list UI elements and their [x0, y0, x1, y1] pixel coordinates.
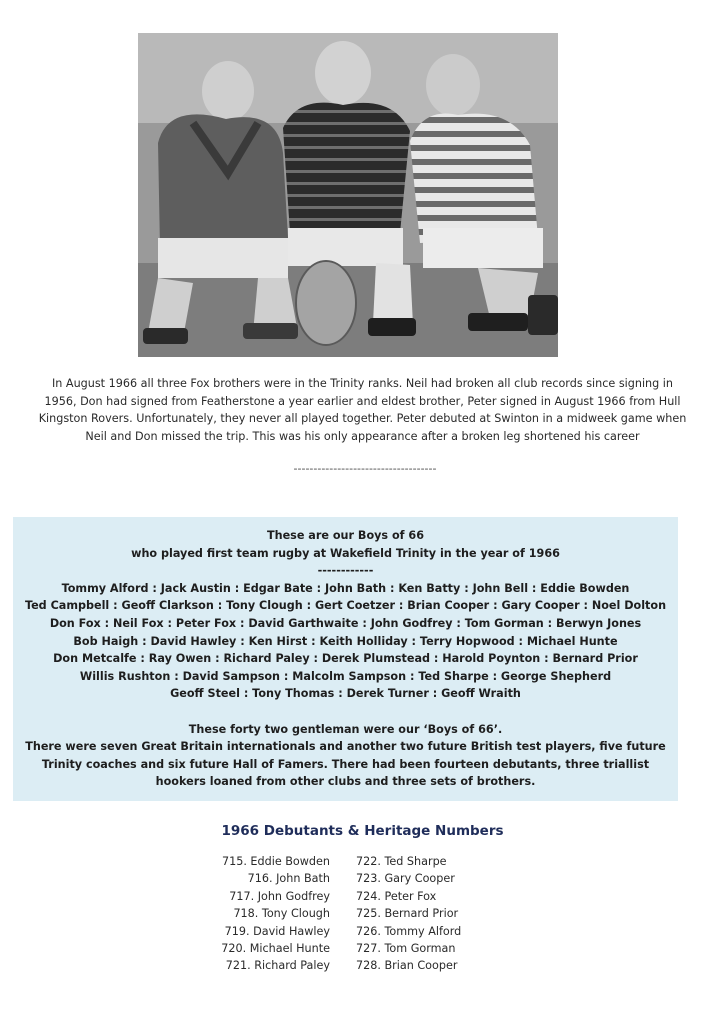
heritage-entry: 725. Bernard Prior	[356, 907, 459, 921]
player-names-line: Ted Campbell : Geoff Clarkson : Tony Clough : Gert Coetzer : Brian Cooper : Gary Cooper : Noel Dolton	[24, 599, 667, 613]
summary-line: hookers loaned from other clubs and three sets of brothers.	[155, 775, 536, 789]
heritage-title: 1966 Debutants & Heritage Numbers	[221, 823, 504, 839]
boys-intro-line: who played first team rugby at Wakefield Trinity in the year of 1966	[131, 546, 560, 560]
summary-line: Trinity coaches and six future Hall of Famers. There had been fourteen debutants, three triallist	[41, 757, 650, 771]
heritage-entry: 716. John Bath	[247, 872, 330, 886]
heritage-list-right	[356, 853, 516, 975]
boys-divider: ------------	[317, 564, 374, 578]
player-names-line: Tommy Alford : Jack Austin : Edgar Bate : John Bath : Ken Batty : John Bell : Eddie Bowden	[61, 581, 630, 595]
heritage-entry: 727. Tom Gorman	[356, 942, 456, 956]
summary-line: These forty two gentleman were our ‘Boys of 66’.	[188, 722, 503, 736]
player-names-line: Don Fox : Neil Fox : Peter Fox : David Garthwaite : John Godfrey : Tom Gorman : Berwyn Jones	[49, 616, 642, 630]
caption-line: 1956, Don had signed from Featherstone a year earlier and eldest brother, Peter signed in August 1966 from Hull	[44, 394, 681, 408]
summary-line: There were seven Great Britain internationals and another two future British test players, five future	[25, 740, 666, 754]
boys-intro-line: These are our Boys of 66	[266, 529, 424, 542]
photo-three-players-with-rugby-ball-icon	[138, 33, 558, 357]
spacer	[13, 703, 678, 721]
caption-line: In August 1966 all three Fox brothers were in the Trinity ranks. Neil had broken all club records since signing in	[51, 377, 674, 390]
heritage-list-left	[170, 853, 330, 975]
player-names-line: Willis Rushton : David Sampson : Malcolm Sampson : Ted Sharpe : George Shepherd	[79, 669, 612, 683]
caption-line: Neil and Don missed the trip. This was his only appearance after a broken leg shortened his career	[85, 429, 640, 443]
heritage-entry: 724. Peter Fox	[356, 889, 437, 903]
caption-line: Kingston Rovers. Unfortunately, they never all played together. Peter debuted at Swinton in a midweek game when	[38, 412, 687, 426]
heritage-entry: 728. Brian Cooper	[356, 959, 458, 973]
player-names-line: Geoff Steel : Tony Thomas : Derek Turner : Geoff Wraith	[170, 687, 521, 701]
heritage-entry: 723. Gary Cooper	[356, 872, 455, 886]
heritage-entry: 721. Richard Paley	[225, 959, 330, 973]
photo-caption	[14, 375, 711, 445]
heritage-entry: 717. John Godfrey	[229, 889, 330, 903]
heritage-entry: 719. David Hawley	[224, 924, 330, 938]
heritage-entry: 718. Tony Clough	[233, 907, 330, 921]
team-photo	[138, 33, 558, 357]
boys-of-66-panel	[13, 517, 678, 801]
caption-divider: ------------------------------------	[293, 462, 437, 475]
heritage-entry: 715. Eddie Bowden	[221, 855, 330, 868]
heritage-entry: 722. Ted Sharpe	[356, 855, 447, 868]
player-names-line: Don Metcalfe : Ray Owen : Richard Paley : Derek Plumstead : Harold Poynton : Bernard Prior	[53, 652, 638, 666]
heritage-entry: 726. Tommy Alford	[356, 924, 462, 938]
player-names-line: Bob Haigh : David Hawley : Ken Hirst : Keith Holliday : Terry Hopwood : Michael Hunte	[73, 634, 618, 648]
heritage-entry: 720. Michael Hunte	[221, 942, 330, 956]
